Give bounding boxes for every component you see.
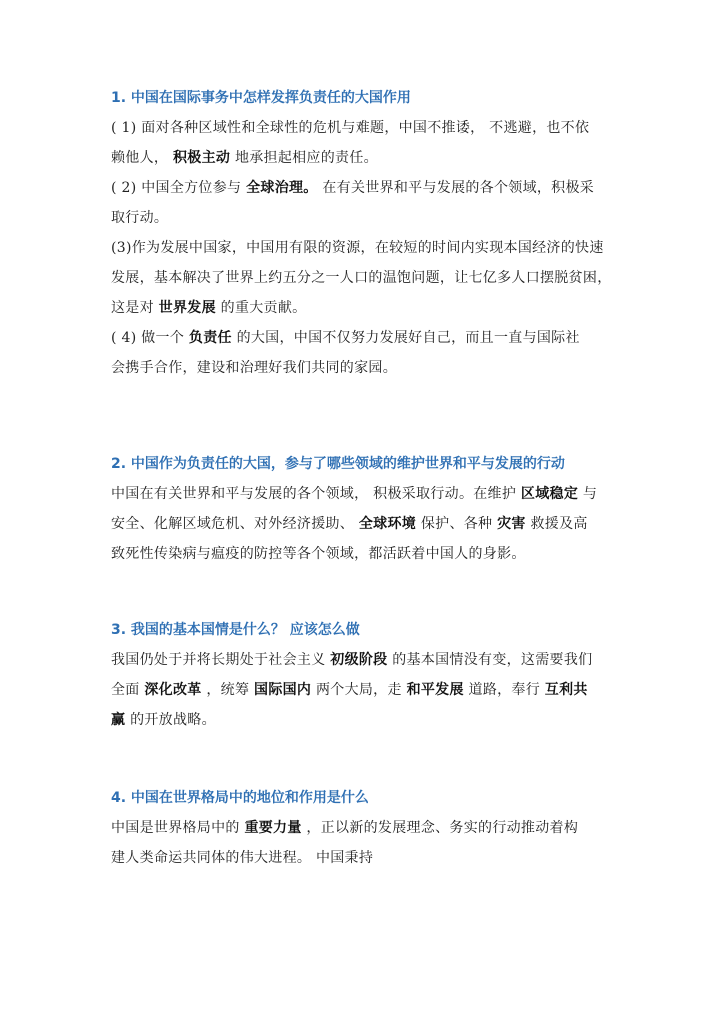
paragraph-line: 我国仍处于并将长期处于社会主义 初级阶段 的基本国情没有变，这需要我们	[111, 652, 593, 668]
paragraph-line: 赢 的开放战略。	[111, 712, 216, 728]
paragraph-line: (3)作为发展中国家，中国用有限的资源，在较短的时间内实现本国经济的快速	[111, 240, 604, 256]
keyword: 深化改革	[144, 682, 202, 698]
keyword: 区域稳定	[520, 486, 579, 502]
section-4-heading: 4. 中国在世界格局中的地位和作用是什么	[111, 790, 369, 806]
paragraph-line: 会携手合作，建设和治理好我们共同的家园。	[111, 360, 397, 376]
section-2-heading: 2. 中国作为负责任的大国，参与了哪些领域的维护世界和平与发展的行动	[111, 456, 565, 472]
section-1-heading: 1. 中国在国际事务中怎样发挥负责任的大国作用	[111, 90, 411, 106]
keyword: 初级阶段	[330, 652, 388, 668]
section-4	[111, 788, 621, 873]
paragraph-line: 全面 深化改革 ，统筹 国际国内 两个大局，走 和平发展 道路，奉行 互利共	[111, 682, 588, 698]
paragraph-line: 安全、化解区域危机、对外经济援助、 全球环境 保护、各种 灾害 救援及高	[111, 516, 588, 532]
paragraph-line: ( 4) 做一个 负责任 的大国，中国不仅努力发展好自己，而且一直与国际社	[111, 330, 580, 346]
keyword: 赢	[111, 712, 126, 728]
keyword: 重要力量	[244, 820, 302, 836]
section-1	[111, 88, 621, 383]
keyword: 全球环境	[358, 516, 417, 532]
section-2	[111, 454, 621, 569]
paragraph-line: ( 2) 中国全方位参与 全球治理。 在有关世界和平与发展的各个领域，积极采	[111, 180, 595, 196]
paragraph-line: 这是对 世界发展 的重大贡献。	[111, 300, 307, 316]
keyword: 全球治理。	[246, 180, 318, 196]
paragraph-line: 建人类命运共同体的伟大进程。 中国秉持	[111, 850, 374, 866]
keyword: 负责任	[188, 330, 232, 346]
paragraph-line: 致死性传染病与瘟疫的防控等各个领域，都活跃着中国人的身影。	[111, 546, 526, 562]
paragraph-line: 发展，基本解决了世界上约五分之一人口的温饱问题，让七亿多人口摆脱贫困，	[111, 270, 612, 286]
paragraph-line: 赖他人， 积极主动 地承担起相应的责任。	[111, 150, 378, 166]
paragraph-line: 中国是世界格局中的 重要力量 ，正以新的发展理念、务实的行动推动着构	[111, 820, 579, 836]
paragraph-line: 中国在有关世界和平与发展的各个领域， 积极采取行动。在维护 区域稳定 与	[111, 486, 598, 502]
keyword: 灾害	[497, 516, 526, 532]
section-3-heading: 3. 我国的基本国情是什么？ 应该怎么做	[111, 622, 360, 638]
paragraph-line: ( 1) 面对各种区域性和全球性的危机与难题，中国不推诿， 不逃避，也不依	[111, 120, 590, 136]
keyword: 国际国内	[254, 682, 312, 698]
keyword: 积极主动	[172, 150, 231, 166]
section-3	[111, 620, 621, 735]
keyword: 互利共	[544, 682, 588, 698]
keyword: 和平发展	[406, 682, 464, 698]
keyword: 世界发展	[158, 300, 216, 316]
paragraph-line: 取行动。	[111, 210, 169, 226]
